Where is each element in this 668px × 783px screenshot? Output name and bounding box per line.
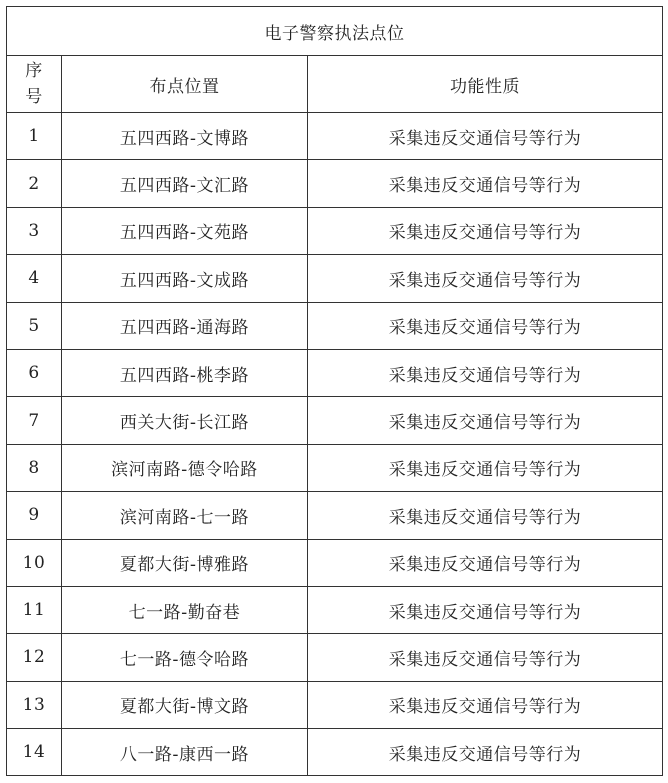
- table-row: [7, 349, 663, 396]
- row-location: 七一路-德令哈路: [62, 634, 308, 681]
- row-location: 五四西路-通海路: [62, 302, 308, 349]
- row-seq: 3: [7, 207, 62, 254]
- row-function: 采集违反交通信号等行为: [308, 444, 663, 491]
- row-seq: 6: [7, 349, 62, 396]
- table-row: [7, 113, 663, 160]
- row-function: 采集违反交通信号等行为: [308, 255, 663, 302]
- row-function: 采集违反交通信号等行为: [308, 349, 663, 396]
- table-row: [7, 397, 663, 444]
- table-row: [7, 729, 663, 776]
- row-location: 五四西路-文汇路: [62, 160, 308, 207]
- table-row: [7, 160, 663, 207]
- header-seq-line1: 序: [25, 61, 43, 81]
- row-location: 西关大街-长江路: [62, 397, 308, 444]
- table-row: [7, 681, 663, 728]
- table-row: [7, 302, 663, 349]
- row-function: 采集违反交通信号等行为: [308, 302, 663, 349]
- row-function: 采集违反交通信号等行为: [308, 207, 663, 254]
- header-seq-line2: 号: [25, 87, 43, 107]
- row-seq: 7: [7, 397, 62, 444]
- table-row: [7, 207, 663, 254]
- table-header-row: [7, 56, 663, 113]
- header-seq: [7, 56, 62, 113]
- row-seq: 8: [7, 444, 62, 491]
- row-function: 采集违反交通信号等行为: [308, 492, 663, 539]
- row-seq: 11: [7, 586, 62, 633]
- row-location: 五四西路-文苑路: [62, 207, 308, 254]
- row-seq: 1: [7, 113, 62, 160]
- table-row: [7, 586, 663, 633]
- table-title-row: [7, 7, 663, 56]
- header-function: 功能性质: [308, 56, 663, 113]
- row-seq: 12: [7, 634, 62, 681]
- row-location: 八一路-康西一路: [62, 729, 308, 776]
- row-seq: 13: [7, 681, 62, 728]
- row-seq: 14: [7, 729, 62, 776]
- row-function: 采集违反交通信号等行为: [308, 539, 663, 586]
- row-location: 夏都大街-博雅路: [62, 539, 308, 586]
- row-function: 采集违反交通信号等行为: [308, 681, 663, 728]
- row-function: 采集违反交通信号等行为: [308, 634, 663, 681]
- row-seq: 9: [7, 492, 62, 539]
- row-seq: 2: [7, 160, 62, 207]
- row-function: 采集违反交通信号等行为: [308, 113, 663, 160]
- row-seq: 10: [7, 539, 62, 586]
- table-row: [7, 444, 663, 491]
- row-function: 采集违反交通信号等行为: [308, 160, 663, 207]
- row-location: 滨河南路-七一路: [62, 492, 308, 539]
- row-location: 五四西路-文博路: [62, 113, 308, 160]
- row-function: 采集违反交通信号等行为: [308, 397, 663, 444]
- row-location: 滨河南路-德令哈路: [62, 444, 308, 491]
- row-seq: 4: [7, 255, 62, 302]
- enforcement-points-table: [6, 6, 663, 776]
- row-seq: 5: [7, 302, 62, 349]
- table-row: [7, 539, 663, 586]
- row-location: 七一路-勤奋巷: [62, 586, 308, 633]
- table-row: [7, 255, 663, 302]
- row-function: 采集违反交通信号等行为: [308, 586, 663, 633]
- header-location: 布点位置: [62, 56, 308, 113]
- table-row: [7, 634, 663, 681]
- table-row: [7, 492, 663, 539]
- row-location: 五四西路-文成路: [62, 255, 308, 302]
- row-function: 采集违反交通信号等行为: [308, 729, 663, 776]
- row-location: 五四西路-桃李路: [62, 349, 308, 396]
- row-location: 夏都大街-博文路: [62, 681, 308, 728]
- table-title: 电子警察执法点位: [7, 7, 663, 56]
